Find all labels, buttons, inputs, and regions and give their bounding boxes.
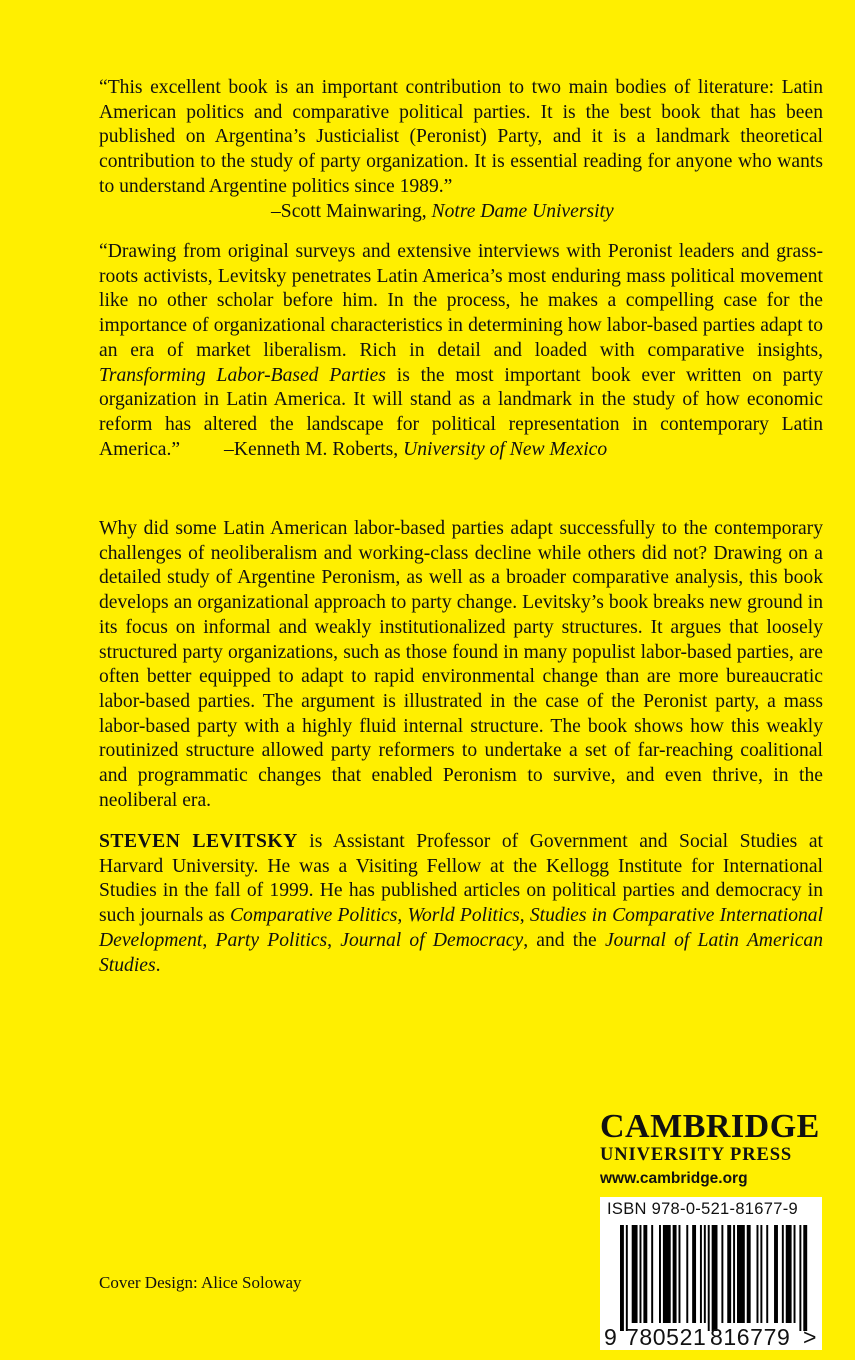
publisher-press: UNIVERSITY PRESS: [600, 1145, 793, 1165]
barcode-bar: [640, 1225, 642, 1323]
author-name: STEVEN LEVITSKY: [99, 831, 298, 852]
attribution-affiliation: University of New Mexico: [403, 438, 608, 460]
attribution-name: –Kenneth M. Roberts,: [224, 438, 404, 460]
barcode-bar: [651, 1225, 653, 1323]
barcode-bar: [692, 1225, 696, 1323]
quote-attribution: [99, 200, 823, 225]
barcode-bar: [733, 1225, 735, 1323]
separator: ,: [327, 929, 341, 951]
barcode-bar: [766, 1225, 768, 1323]
description-text: Why did some Latin American labor-based parties adapt successfully to the contemporary challenges of neoliberalism and working-class decline while others did not? Drawing on a detailed study of Argentine Peronism, as well as a broader comparative analysis, this book develops an organizational approach to party change. Levitsky’s book breaks new ground in its focus on informal and weakly institutionalized party structures. It argues that loosely structured party organizations, such as those found in many populist labor-based parties, are often better equipped to adapt to rapid environmental change than are more bureaucratic labor-based parties. The argument is illustrated in the case of the Peronist party, a mass labor-based party with a highly fluid internal structure. The book shows how this weakly routinized structure allowed party reformers to undertake a set of far-reaching coalitional and programmatic changes that enabled Peronism to survive, and even thrive, in the neoliberal era.: [99, 518, 823, 811]
barcode-bar: [620, 1225, 624, 1331]
publisher-name: CAMBRIDGE: [600, 1108, 820, 1145]
barcode-group-2: 816779: [710, 1324, 791, 1350]
barcode-bar: [803, 1225, 807, 1331]
journal-name: Comparative Politics: [229, 905, 398, 927]
author-bio: [99, 830, 823, 978]
publisher-url: www.cambridge.org: [600, 1170, 748, 1187]
barcode-bar: [747, 1225, 751, 1323]
attribution-name: –Scott Mainwaring,: [271, 200, 432, 222]
barcode-end-mark: >: [803, 1324, 818, 1350]
separator: ,: [397, 905, 408, 927]
barcode-bar: [774, 1225, 778, 1323]
barcode-bar: [712, 1225, 718, 1331]
isbn-barcode: [600, 1197, 822, 1350]
barcode-bar: [782, 1225, 784, 1323]
barcode-bar: [643, 1225, 647, 1323]
barcode-bar: [663, 1225, 671, 1323]
separator: .: [155, 954, 161, 976]
quote-text: “This excellent book is an important contribution to two main bodies of literature: Latin American politics and comparative political parties. It is the best book that has been published on Argentina’s Justicialist (Peronist) Party, and it is a landmark theoretical contribution to the study of party organization. It is essential reading for anyone who wants to understand Argentine politics since 1989.”: [99, 77, 823, 197]
barcode-bar: [679, 1225, 681, 1323]
barcode-bar: [673, 1225, 677, 1323]
barcode-bar: [727, 1225, 731, 1323]
journal-name: Party Politics: [215, 929, 328, 951]
cover-design-credit: Cover Design: Alice Soloway: [99, 1273, 302, 1292]
barcode-bar: [760, 1225, 762, 1323]
barcode-first-digit: 9: [604, 1324, 618, 1350]
bio-text-1: is Assistant Professor of Government and Social Studies at Harvard University. He was a Visiting Fellow at the Kellogg Institute for International Studies in the fall of 1999. He has published articles on political parties and democracy in such journals as: [99, 831, 823, 927]
endorsement-quote-mainwaring: [99, 76, 823, 224]
journal-name: Journal of Latin American Studies: [99, 929, 824, 976]
quote-text-before-title: “Drawing from original surveys and extensive interviews with Peronist leaders and grass-roots activists, Levitsky penetrates Latin America’s most enduring mass political movement like no other scholar before him. In the process, he makes a compelling case for the importance of organizational characteristics in determining how labor-based parties adapt to an era of market liberalism. Rich in detail and loaded with comparative insights,: [99, 241, 823, 361]
attribution-affiliation: Notre Dame University: [431, 200, 614, 222]
publisher-logo: [600, 1110, 822, 1190]
quote-attribution: [180, 439, 607, 460]
bio-text: [99, 830, 823, 978]
separator: ,: [202, 929, 216, 951]
barcode-bar: [626, 1225, 628, 1331]
barcode-bar: [721, 1225, 723, 1323]
barcode-bar: [737, 1225, 745, 1323]
barcode-group-1: 780521: [626, 1324, 707, 1350]
barcode-bar: [659, 1225, 661, 1323]
journal-name: World Politics: [407, 905, 520, 927]
barcode-bar: [757, 1225, 759, 1323]
separator: ,: [519, 905, 530, 927]
barcode-bar: [794, 1225, 796, 1323]
quote-text: [99, 240, 823, 462]
journal-name: Studies in Comparative International Development: [99, 905, 824, 951]
barcode-bar: [632, 1225, 638, 1323]
quote-text-after-title: is the most important book ever written on party organization in Latin America. It will stand as a landmark in the study of how economic reform has altered the landscape for political representation in contemporary Latin America.”: [99, 364, 823, 460]
isbn-label: ISBN 978-0-521-81677-9: [607, 1200, 798, 1218]
barcode-bar: [799, 1225, 801, 1331]
endorsement-quote-roberts: [99, 240, 823, 462]
book-title: Transforming Labor-Based Parties: [99, 364, 386, 386]
barcode-bar: [700, 1225, 702, 1323]
barcode-bar: [704, 1225, 706, 1323]
barcode-bar: [708, 1225, 710, 1331]
barcode-bar: [686, 1225, 688, 1323]
book-description: [99, 517, 823, 813]
separator: , and the: [523, 929, 605, 951]
barcode-bar: [786, 1225, 792, 1323]
journal-name: Journal of Democracy: [340, 929, 524, 951]
